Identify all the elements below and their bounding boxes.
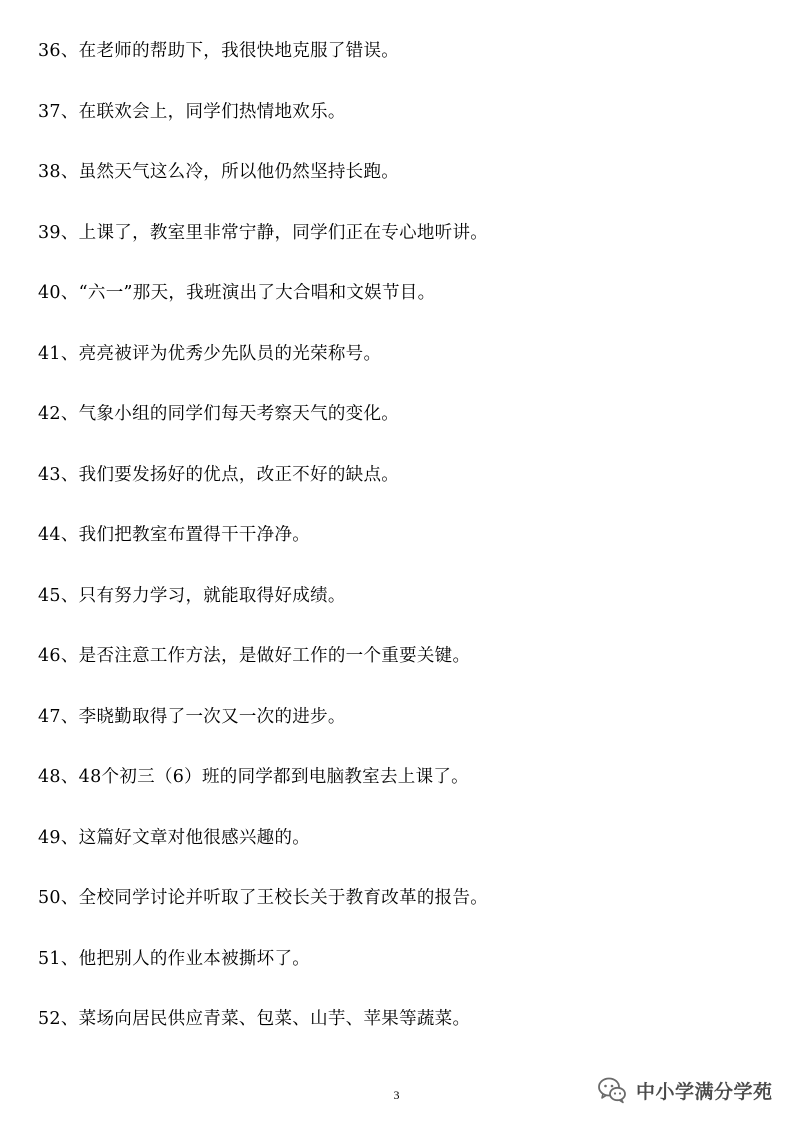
list-item: [38, 883, 758, 944]
item-number: 52、: [38, 1009, 79, 1029]
item-number: 43、: [38, 464, 79, 485]
item-text: 我们要发扬好的优点，改正不好的缺点。: [78, 464, 400, 485]
item-text: 菜场向居民供应青菜、包菜、山芋、苹果等蔬菜。: [78, 1009, 471, 1029]
item-text: 只有努力学习，就能取得好成绩。: [78, 585, 346, 606]
item-number: 45、: [38, 585, 79, 606]
item-number: 39、: [38, 222, 79, 243]
item-text: 虽然天气这么冷，所以他仍然坚持长跑。: [78, 162, 400, 182]
list-item: [38, 460, 758, 521]
list-item: [38, 157, 758, 218]
list-item: [38, 581, 758, 642]
item-text: 是否注意工作方法，是做好工作的一个重要关键。: [78, 646, 471, 666]
item-number: 37、: [38, 101, 79, 122]
item-number: 46、: [38, 646, 79, 666]
item-text: “六一”那天，我班演出了大合唱和文娱节目。: [78, 283, 436, 303]
page-number: 3: [393, 1088, 400, 1102]
list-item: [38, 278, 758, 339]
item-text: 气象小组的同学们每天考察天气的变化。: [78, 404, 400, 424]
list-item: [38, 823, 758, 884]
list-item: [38, 762, 758, 823]
wechat-icon: [596, 1074, 628, 1106]
item-text: 在老师的帮助下，我很快地克服了错误。: [78, 41, 400, 61]
sentence-list: [38, 36, 758, 1065]
item-number: 36、: [38, 41, 79, 61]
list-item: [38, 36, 758, 97]
item-number: 38、: [38, 162, 79, 182]
item-number: 51、: [38, 948, 79, 969]
item-number: 41、: [38, 343, 79, 364]
watermark: [596, 1070, 773, 1110]
watermark-text: 中小学满分学苑: [636, 1080, 773, 1103]
list-item: [38, 399, 758, 460]
item-number: 50、: [38, 888, 79, 908]
item-text: 李晓勤取得了一次又一次的进步。: [78, 706, 346, 727]
item-text: 上课了，教室里非常宁静，同学们正在专心地听讲。: [78, 222, 489, 243]
item-text: 在联欢会上，同学们热情地欢乐。: [78, 101, 346, 122]
list-item: [38, 944, 758, 1005]
list-item: [38, 218, 758, 279]
item-text: 全校同学讨论并听取了王校长关于教育改革的报告。: [78, 888, 489, 908]
item-number: 44、: [38, 525, 79, 545]
item-text: 48个初三（6）班的同学都到电脑教室去上课了。: [78, 767, 469, 787]
list-item: [38, 97, 758, 158]
list-item: [38, 520, 758, 581]
list-item: [38, 1004, 758, 1065]
list-item: [38, 641, 758, 702]
item-number: 42、: [38, 404, 79, 424]
item-number: 40、: [38, 283, 79, 303]
item-number: 48、: [38, 767, 79, 787]
item-number: 49、: [38, 827, 79, 848]
list-item: [38, 339, 758, 400]
item-text: 他把别人的作业本被撕坏了。: [78, 948, 311, 969]
item-text: 这篇好文章对他很感兴趣的。: [78, 827, 311, 848]
item-text: 亮亮被评为优秀少先队员的光荣称号。: [78, 343, 382, 364]
item-number: 47、: [38, 706, 79, 727]
list-item: [38, 702, 758, 763]
item-text: 我们把教室布置得干干净净。: [78, 525, 311, 545]
